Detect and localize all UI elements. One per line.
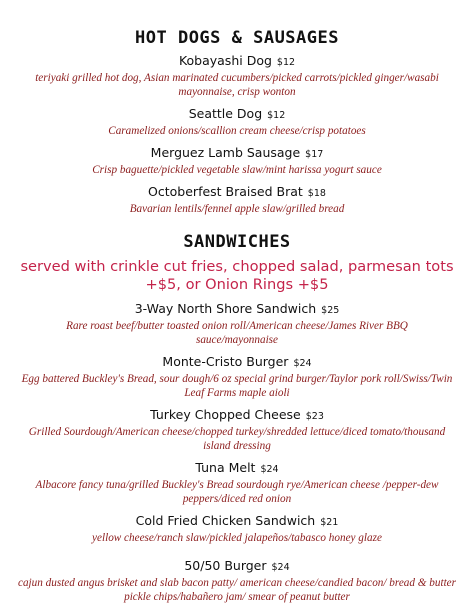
item-name: Cold Fried Chicken Sandwich	[135, 513, 316, 528]
menu-item-kobayashi-dog	[0, 52, 474, 99]
item-description: cajun dusted angus brisket and slab bacon patty/ american cheese/candied bacon/ bread & butter pickle chips/habañero jam/ smear of peanut butter	[18, 577, 456, 603]
item-name: Kobayashi Dog	[178, 53, 272, 68]
menu-item-turkey-chopped-cheese	[0, 406, 474, 453]
item-description: Egg battered Buckley's Bread, sour dough/6 oz special grind burger/Taylor pork roll/Swiss/Twin Leaf Farms maple aioli	[21, 373, 453, 399]
item-price: $12	[267, 110, 286, 121]
item-description: teriyaki grilled hot dog, Asian marinated cucumbers/picked carrots/pickled ginger/wasabi mayonnaise, crisp wonton	[35, 72, 439, 98]
item-description: yellow cheese/ranch slaw/pickled jalapeños/tabasco honey glaze	[92, 532, 382, 544]
item-name: Seattle Dog	[188, 106, 263, 121]
item-price: $12	[276, 57, 296, 68]
item-name: Tuna Melt	[195, 460, 256, 475]
item-name: Turkey Chopped Cheese	[150, 407, 301, 422]
item-description: Crisp baguette/pickled vegetable slaw/mint harissa yogurt sauce	[92, 164, 382, 176]
menu-item-tuna-melt	[0, 459, 474, 506]
item-name: 50/50 Burger	[184, 558, 267, 573]
item-name: Octoberfest Braised Brat	[148, 184, 303, 199]
hot-dogs-section-title: HOT DOGS & SAUSAGES	[135, 28, 339, 48]
item-description: Bavarian lentils/fennel apple slaw/grilled bread	[129, 203, 345, 215]
sides-promo-line-2: +$5, or Onion Rings +$5	[145, 276, 329, 293]
menu-item-merguez-lamb-sausage	[0, 144, 474, 177]
item-description: Caramelized onions/scallion cream cheese/crisp potatoes	[108, 125, 366, 137]
item-name: Merguez Lamb Sausage	[150, 145, 301, 160]
item-price: $18	[307, 188, 326, 199]
item-name: Monte-Cristo Burger	[162, 354, 289, 369]
item-price: $23	[305, 411, 324, 422]
item-description: Rare roast beef/butter toasted onion roll/American cheese/James River BBQ sauce/mayonnaise	[66, 320, 408, 346]
menu-item-octoberfest-braised-brat	[0, 183, 474, 216]
item-description: Albacore fancy tuna/grilled Buckley's Bread sourdough rye/American cheese /pepper-dew peppers/diced red onion	[35, 479, 439, 505]
menu-item-monte-cristo-burger	[0, 353, 474, 400]
sandwiches-section-title: SANDWICHES	[183, 232, 291, 252]
sides-promo-line-1: served with crinkle cut fries, chopped salad, parmesan tots	[20, 258, 454, 275]
menu-item-cold-fried-chicken-sandwich	[0, 512, 474, 545]
item-price: $17	[305, 149, 324, 160]
menu-item-3-way-north-shore-sandwich	[0, 300, 474, 347]
item-description: Grilled Sourdough/American cheese/chopped turkey/shredded lettuce/diced tomato/thousand island dressing	[28, 426, 446, 452]
menu-item-seattle-dog	[0, 105, 474, 138]
item-price: $25	[321, 305, 340, 316]
item-price: $21	[320, 517, 339, 528]
item-price: $24	[293, 358, 312, 369]
menu-item-50-50-burger	[0, 557, 474, 604]
item-name: 3-Way North Shore Sandwich	[134, 301, 317, 316]
item-price: $24	[271, 562, 290, 573]
item-price: $24	[260, 464, 279, 475]
